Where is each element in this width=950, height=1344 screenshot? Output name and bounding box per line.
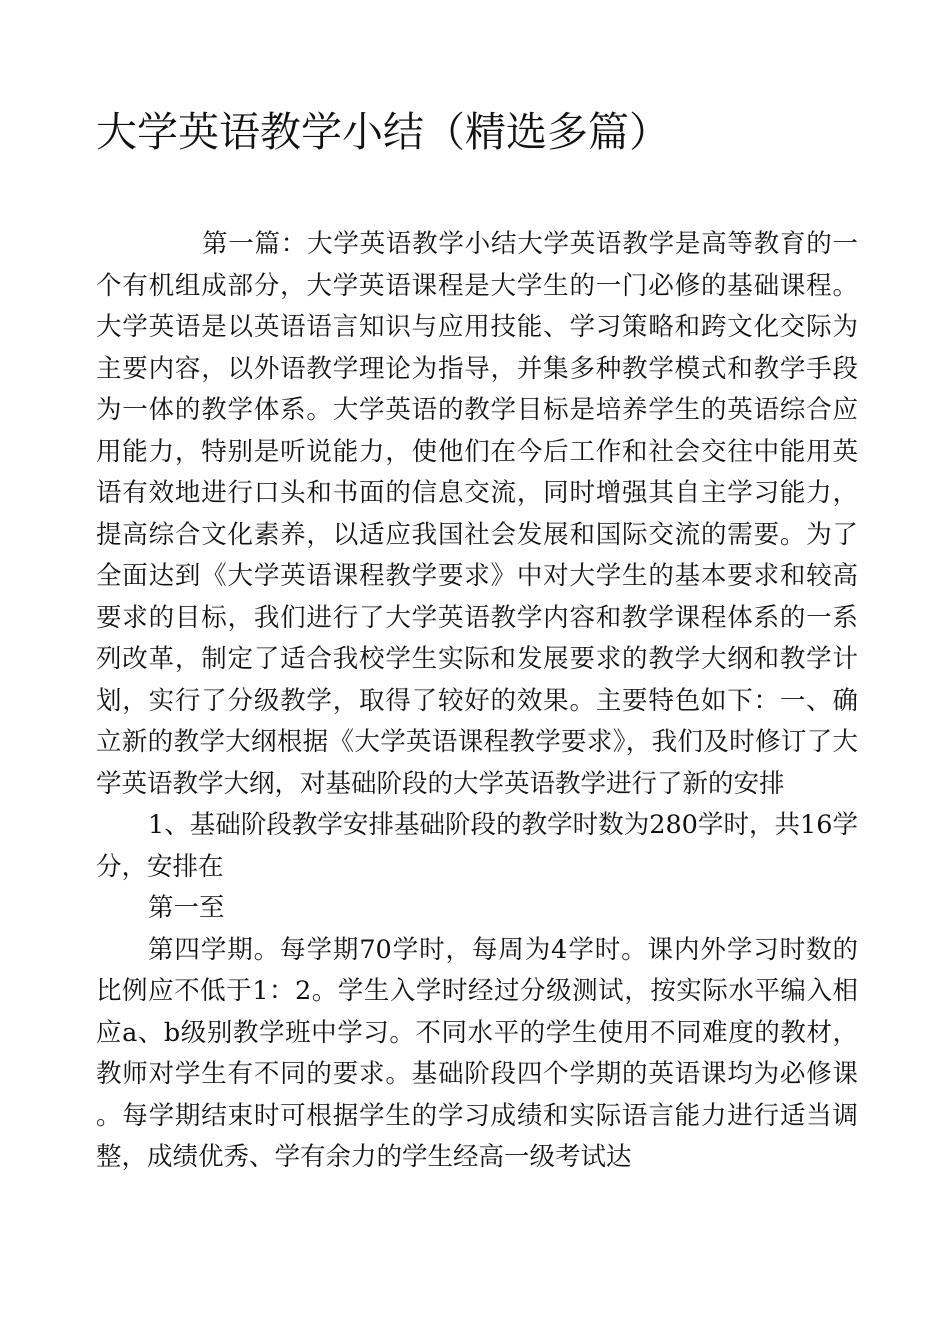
paragraph-2: 1、基础阶段教学安排基础阶段的教学时数为280学时，共16学分，安排在 bbox=[96, 810, 858, 882]
paragraph-3: 第一至 bbox=[148, 893, 225, 923]
document-body bbox=[96, 224, 858, 1179]
document-title: 大学英语教学小结（精选多篇） bbox=[96, 108, 670, 156]
paragraph-4: 第四学期。每学期70学时，每周为4学时。课内外学习时数的比例应不低于1：2。学生入学时经过分级测试，按实际水平编入相应a、b级别教学班中学习。不同水平的学生使用不同难度的教材，教师对学生有不同的要求。基础阶段四个学期的英语课均为必修课。每学期结束时可根据学生的学习成绩和实际语言能力进行适当调整，成绩优秀、学有余力的学生经高一级考试达 bbox=[96, 934, 858, 1172]
paragraph-1: 第一篇：大学英语教学小结大学英语教学是高等教育的一个有机组成部分，大学英语课程是大学生的一门必修的基础课程。大学英语是以英语语言知识与应用技能、学习策略和跨文化交际为主要内容，以外语教学理论为指导，并集多种教学模式和教学手段为一体的教学体系。大学英语的教学目标是培养学生的英语综合应用能力，特别是听说能力，使他们在今后工作和社会交往中能用英语有效地进行口头和书面的信息交流，同时增强其自主学习能力，提高综合文化素养，以适应我国社会发展和国际交流的需要。为了全面达到《大学英语课程教学要求》中对大学生的基本要求和较高要求的目标，我们进行了大学英语教学内容和教学课程体系的一系列改革，制定了适合我校学生实际和发展要求的教学大纲和教学计划，实行了分级教学，取得了较好的效果。主要特色如下：一、确立新的教学大纲根据《大学英语课程教学要求》，我们及时修订了大学英语教学大纲，对基础阶段的大学英语教学进行了新的安排 bbox=[96, 229, 858, 799]
